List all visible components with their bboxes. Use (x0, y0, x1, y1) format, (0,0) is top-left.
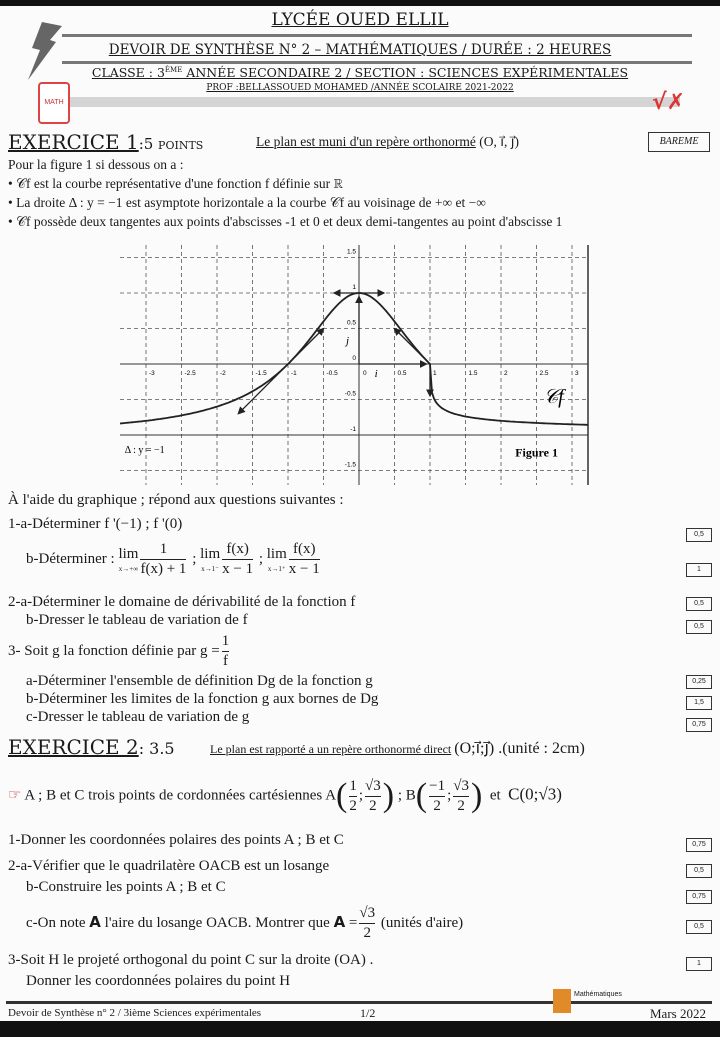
y-tick-label: -1.5 (344, 461, 356, 469)
gray-band (40, 97, 680, 107)
mark-box: 0,5 (686, 528, 712, 542)
prof-info: PROF :BELLASSOUED MOHAMED /ANNÉE SCOLAIRE 2021-2022 (206, 83, 514, 93)
math-book-icon: MATH (38, 82, 70, 124)
x-tick-label: 3 (575, 370, 579, 377)
curve-label: 𝒞f (543, 386, 564, 409)
question-3: 3- Soit g la fonction définie par g = $\frac{1}{f}$ (8, 633, 230, 669)
bullet-3: • 𝒞f possède deux tangentes aux points d'abscisses -1 et 0 et deux demi-tangentes au point d'abscisse 1 (8, 214, 563, 229)
question-2a: 2-a-Déterminer le domaine de dérivabilité de la fonction f (8, 594, 356, 610)
lead-text: À l'aide du graphique ; répond aux questions suivantes : (8, 492, 344, 508)
figure-caption: Figure 1 (515, 445, 558, 460)
footer-date: Mars 2022 (650, 1006, 706, 1021)
school-name: LYCÉE OUED ELLIL (271, 10, 449, 30)
x-tick-label: -1.5 (255, 370, 267, 377)
exam-title: DEVOIR DE SYNTHÈSE N° 2 – MATHÉMATIQUES / DURÉE : 2 HEURES (108, 42, 612, 58)
footer-rule (6, 1001, 712, 1004)
question-2b: b-Dresser le tableau de variation de f (26, 612, 248, 628)
brand-logo-icon (553, 989, 571, 1013)
page-number: 1/2 (360, 1006, 376, 1020)
tangent-arrow (288, 329, 324, 365)
figure-1-graph (0, 240, 720, 490)
question-3b: b-Déterminer les limites de la fonction g aux bornes de Dg (26, 691, 379, 707)
intro-text: Pour la figure 1 si dessous on a : (8, 157, 184, 172)
i-label: i⃗ (374, 368, 387, 380)
y-tick-label: 1.5 (346, 248, 356, 256)
exercise2-subtitle: Le plan est rapporté a un repère orthonormé direct (O;i⃗;j⃗) .(unité : 2cm) (210, 740, 585, 757)
bullet-2: • La droite Δ : y = −1 est asymptote horizontale a la courbe 𝒞f au voisinage de +∞ et −∞ (8, 195, 486, 210)
divider (62, 61, 692, 64)
x-tick-label: 2.5 (539, 370, 549, 377)
ex2-question-2b: b-Construire les points A ; B et C (26, 879, 226, 895)
mark-box: 0,75 (686, 718, 712, 732)
mark-box: 0,75 (686, 838, 712, 852)
x-tick-label: -2 (220, 370, 226, 377)
x-tick-label: 1 (433, 370, 437, 377)
ex2-question-1: 1-Donner les coordonnées polaires des points A ; B et C (8, 832, 344, 848)
question-1a: 1-a-Déterminer f '(−1) ; f '(0) (8, 516, 183, 532)
x-tick-label: 0.5 (397, 370, 407, 377)
x-tick-label: 2 (504, 370, 508, 377)
y-tick-label: -0.5 (344, 390, 356, 398)
class-info: CLASSE : 3ÈME ANNÉE SECONDAIRE 2 / SECTION : SCIENCES EXPÉRIMENTALES (91, 65, 629, 80)
ex2-question-2a: 2-a-Vérifier que le quadrilatère OACB est un losange (8, 858, 330, 874)
mark-box: 1 (686, 563, 712, 577)
ex2-question-2c: c-On note 𝗔 l'aire du losange OACB. Montrer que 𝗔 = $\frac{√3}{2}$ (unités d'aire) (26, 905, 464, 941)
y-tick-label: 1 (352, 284, 356, 291)
exercise1-heading: EXERCICE 1:5 points (8, 130, 204, 154)
x-tick-label: -1 (291, 370, 297, 377)
question-3c: c-Dresser le tableau de variation de g (26, 709, 250, 725)
mark-box: 0,25 (686, 675, 712, 689)
points-definition: ☞ A ; B et C trois points de cordonnées cartésiennes A( $\frac{1}{2}$ ; $\frac{√3}{2}$ ) ; B( $\frac{-1}{2}$ ; $\frac{√3}{2}$ ) et C(0;√3) (8, 777, 562, 814)
x-tick-label: 1.5 (468, 370, 478, 377)
exercise1-subtitle: Le plan est muni d'un repère orthonormé (O, i⃗, j⃗) (256, 134, 519, 149)
mark-box: 0,5 (686, 597, 712, 611)
mark-box: 0,5 (686, 864, 712, 878)
y-tick-label: -1 (350, 426, 356, 433)
y-tick-label: 0.5 (346, 319, 356, 327)
y-tick-label: 0 (352, 355, 356, 362)
question-3a: a-Déterminer l'ensemble de définition Dg de la fonction g (26, 673, 373, 689)
mark-box: 0,5 (686, 920, 712, 934)
pointing-hand-icon: ☞ (8, 787, 22, 804)
x-tick-label: -2.5 (184, 370, 196, 377)
sqrt-x-logo-icon: √✗ (652, 90, 686, 115)
exercise2-heading: EXERCICE 2: 3.5 (8, 735, 175, 759)
mark-box: 0,75 (686, 890, 712, 904)
mark-box: 0,5 (686, 620, 712, 634)
top-border (0, 0, 720, 6)
x-tick-label: -0.5 (326, 370, 338, 377)
ex2-question-3: 3-Soit H le projeté orthogonal du point C sur la droite (OA) . (8, 952, 374, 968)
j-label: j⃗ (346, 335, 358, 348)
x-tick-label: 0 (363, 370, 367, 377)
bullet-1: • 𝒞f est la courbe représentative d'une fonction f définie sur ℝ (8, 176, 344, 191)
asymptote-label: Δ : y = −1 (124, 445, 165, 456)
bareme-label: BAREME (648, 132, 710, 152)
divider (62, 34, 692, 37)
bottom-border (0, 1021, 720, 1037)
question-1b: b-Déterminer : lim x→+∞ $\frac{1}{f(x) + 1}$ ; lim x→1⁻ $\frac{f(x)}{x - 1}$ ; lim x→1⁺ $\frac{f(x)}{x - 1}$ (26, 541, 320, 577)
x-tick-label: -3 (149, 370, 155, 377)
ex2-question-3b: Donner les coordonnées polaires du point H (26, 973, 291, 989)
footer-brand: Mathématiques (574, 991, 622, 998)
footer-left: Devoir de Synthèse n° 2 / 3ième Sciences expérimentales (8, 1007, 262, 1019)
half-tangent-arrow (395, 329, 431, 365)
mark-box: 1,5 (686, 696, 712, 710)
mark-box: 1 (686, 957, 712, 971)
